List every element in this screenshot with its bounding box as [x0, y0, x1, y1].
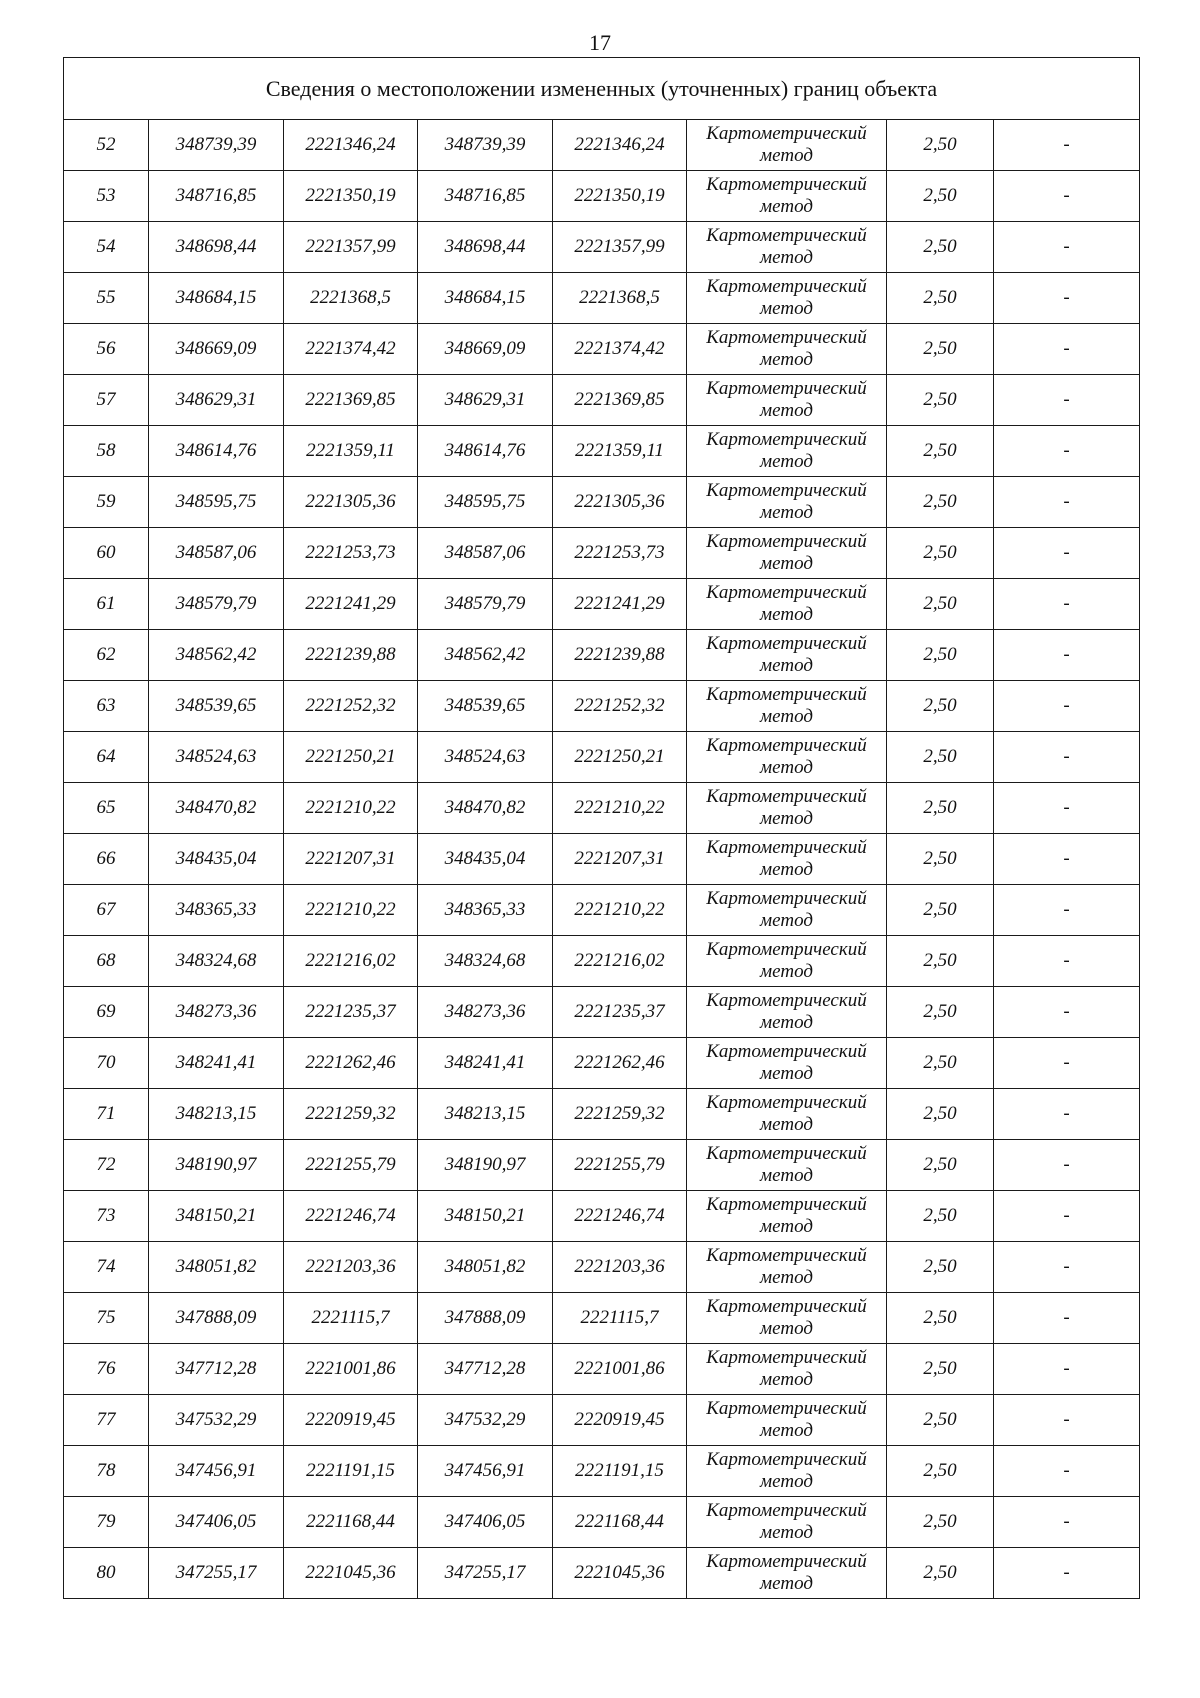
cell-description: -	[994, 834, 1140, 885]
cell-x-new: 348579,79	[418, 579, 553, 630]
cell-y-existing: 2221207,31	[284, 834, 418, 885]
cell-point-number: 70	[64, 1038, 149, 1089]
table-row	[64, 273, 1140, 324]
cell-y-existing: 2221241,29	[284, 579, 418, 630]
cell-y-new: 2221357,99	[553, 222, 687, 273]
cell-accuracy: 2,50	[887, 273, 994, 324]
cell-accuracy: 2,50	[887, 732, 994, 783]
cell-x-new: 348684,15	[418, 273, 553, 324]
cell-y-existing: 2221235,37	[284, 987, 418, 1038]
cell-method: Картометрический метод	[687, 987, 887, 1038]
cell-y-existing: 2221369,85	[284, 375, 418, 426]
cell-accuracy: 2,50	[887, 1344, 994, 1395]
cell-x-new: 348614,76	[418, 426, 553, 477]
cell-point-number: 52	[64, 120, 149, 171]
cell-description: -	[994, 1038, 1140, 1089]
cell-x-new: 348739,39	[418, 120, 553, 171]
cell-y-new: 2221239,88	[553, 630, 687, 681]
cell-y-new: 2221207,31	[553, 834, 687, 885]
cell-x-existing: 347255,17	[149, 1548, 284, 1599]
cell-x-new: 348698,44	[418, 222, 553, 273]
cell-method: Картометрический метод	[687, 1242, 887, 1293]
cell-y-existing: 2221045,36	[284, 1548, 418, 1599]
cell-description: -	[994, 477, 1140, 528]
cell-x-existing: 348324,68	[149, 936, 284, 987]
cell-x-existing: 347456,91	[149, 1446, 284, 1497]
cell-method: Картометрический метод	[687, 885, 887, 936]
cell-point-number: 63	[64, 681, 149, 732]
cell-x-new: 348629,31	[418, 375, 553, 426]
cell-description: -	[994, 1344, 1140, 1395]
cell-y-new: 2221350,19	[553, 171, 687, 222]
cell-y-new: 2221369,85	[553, 375, 687, 426]
cell-x-existing: 347532,29	[149, 1395, 284, 1446]
cell-method: Картометрический метод	[687, 732, 887, 783]
cell-x-existing: 348629,31	[149, 375, 284, 426]
cell-y-new: 2221045,36	[553, 1548, 687, 1599]
cell-y-existing: 2221253,73	[284, 528, 418, 579]
table-title: Сведения о местоположении измененных (уточненных) границ объекта	[64, 58, 1140, 120]
table-row	[64, 1038, 1140, 1089]
table-row	[64, 171, 1140, 222]
cell-method: Картометрический метод	[687, 579, 887, 630]
cell-x-new: 348716,85	[418, 171, 553, 222]
cell-description: -	[994, 1395, 1140, 1446]
cell-point-number: 74	[64, 1242, 149, 1293]
cell-x-existing: 348684,15	[149, 273, 284, 324]
cell-y-existing: 2221357,99	[284, 222, 418, 273]
table-row	[64, 732, 1140, 783]
cell-x-existing: 348587,06	[149, 528, 284, 579]
cell-point-number: 73	[64, 1191, 149, 1242]
cell-x-existing: 348698,44	[149, 222, 284, 273]
cell-description: -	[994, 528, 1140, 579]
cell-x-new: 348051,82	[418, 1242, 553, 1293]
table-row	[64, 885, 1140, 936]
cell-accuracy: 2,50	[887, 1446, 994, 1497]
cell-x-new: 348435,04	[418, 834, 553, 885]
cell-x-new: 348470,82	[418, 783, 553, 834]
cell-point-number: 80	[64, 1548, 149, 1599]
cell-x-existing: 347888,09	[149, 1293, 284, 1344]
cell-x-existing: 348562,42	[149, 630, 284, 681]
cell-y-new: 2221115,7	[553, 1293, 687, 1344]
cell-x-existing: 348716,85	[149, 171, 284, 222]
cell-description: -	[994, 1191, 1140, 1242]
table-row	[64, 1089, 1140, 1140]
cell-x-new: 347532,29	[418, 1395, 553, 1446]
table-row	[64, 783, 1140, 834]
cell-method: Картометрический метод	[687, 1038, 887, 1089]
cell-x-new: 348190,97	[418, 1140, 553, 1191]
table-row	[64, 120, 1140, 171]
cell-accuracy: 2,50	[887, 1038, 994, 1089]
cell-description: -	[994, 1242, 1140, 1293]
cell-point-number: 68	[64, 936, 149, 987]
cell-y-existing: 2221252,32	[284, 681, 418, 732]
cell-y-existing: 2221305,36	[284, 477, 418, 528]
cell-y-existing: 2221191,15	[284, 1446, 418, 1497]
cell-y-existing: 2221359,11	[284, 426, 418, 477]
table-row	[64, 987, 1140, 1038]
cell-method: Картометрический метод	[687, 324, 887, 375]
cell-method: Картометрический метод	[687, 1395, 887, 1446]
cell-description: -	[994, 1446, 1140, 1497]
cell-x-new: 347255,17	[418, 1548, 553, 1599]
cell-y-existing: 2221115,7	[284, 1293, 418, 1344]
table-row	[64, 1446, 1140, 1497]
cell-method: Картометрический метод	[687, 834, 887, 885]
cell-x-new: 348273,36	[418, 987, 553, 1038]
table-row	[64, 375, 1140, 426]
table-row	[64, 834, 1140, 885]
page-number: 17	[589, 30, 611, 55]
cell-accuracy: 2,50	[887, 1089, 994, 1140]
cell-accuracy: 2,50	[887, 885, 994, 936]
cell-description: -	[994, 426, 1140, 477]
cell-x-new: 348324,68	[418, 936, 553, 987]
cell-method: Картометрический метод	[687, 1191, 887, 1242]
cell-x-new: 347712,28	[418, 1344, 553, 1395]
cell-description: -	[994, 579, 1140, 630]
table-row	[64, 222, 1140, 273]
cell-x-new: 348595,75	[418, 477, 553, 528]
table-row	[64, 1497, 1140, 1548]
cell-description: -	[994, 987, 1140, 1038]
cell-y-existing: 2221216,02	[284, 936, 418, 987]
cell-method: Картометрический метод	[687, 273, 887, 324]
cell-method: Картометрический метод	[687, 1293, 887, 1344]
cell-description: -	[994, 1140, 1140, 1191]
cell-y-existing: 2221350,19	[284, 171, 418, 222]
cell-description: -	[994, 273, 1140, 324]
table-row	[64, 936, 1140, 987]
cell-accuracy: 2,50	[887, 1497, 994, 1548]
cell-description: -	[994, 375, 1140, 426]
cell-x-new: 348669,09	[418, 324, 553, 375]
cell-accuracy: 2,50	[887, 222, 994, 273]
cell-y-new: 2221191,15	[553, 1446, 687, 1497]
cell-method: Картометрический метод	[687, 630, 887, 681]
cell-y-new: 2221241,29	[553, 579, 687, 630]
cell-y-existing: 2221259,32	[284, 1089, 418, 1140]
table-row	[64, 324, 1140, 375]
cell-accuracy: 2,50	[887, 375, 994, 426]
cell-description: -	[994, 885, 1140, 936]
cell-x-new: 348365,33	[418, 885, 553, 936]
coordinates-table	[63, 57, 1140, 1599]
cell-accuracy: 2,50	[887, 681, 994, 732]
table-row	[64, 528, 1140, 579]
cell-x-existing: 348241,41	[149, 1038, 284, 1089]
cell-accuracy: 2,50	[887, 426, 994, 477]
cell-y-new: 2221235,37	[553, 987, 687, 1038]
cell-description: -	[994, 936, 1140, 987]
cell-accuracy: 2,50	[887, 1293, 994, 1344]
table-row	[64, 1242, 1140, 1293]
cell-x-new: 347456,91	[418, 1446, 553, 1497]
cell-accuracy: 2,50	[887, 324, 994, 375]
cell-accuracy: 2,50	[887, 630, 994, 681]
cell-accuracy: 2,50	[887, 1395, 994, 1446]
cell-point-number: 60	[64, 528, 149, 579]
cell-y-existing: 2221374,42	[284, 324, 418, 375]
cell-y-new: 2221346,24	[553, 120, 687, 171]
cell-x-existing: 348614,76	[149, 426, 284, 477]
table-row	[64, 1395, 1140, 1446]
cell-accuracy: 2,50	[887, 528, 994, 579]
cell-method: Картометрический метод	[687, 528, 887, 579]
table-row	[64, 579, 1140, 630]
cell-x-existing: 348595,75	[149, 477, 284, 528]
cell-y-existing: 2220919,45	[284, 1395, 418, 1446]
table-body	[64, 58, 1140, 1599]
cell-x-existing: 348669,09	[149, 324, 284, 375]
cell-method: Картометрический метод	[687, 783, 887, 834]
cell-method: Картометрический метод	[687, 375, 887, 426]
cell-y-new: 2221305,36	[553, 477, 687, 528]
cell-description: -	[994, 1497, 1140, 1548]
cell-x-new: 348213,15	[418, 1089, 553, 1140]
table-row	[64, 1140, 1140, 1191]
cell-y-existing: 2221239,88	[284, 630, 418, 681]
cell-x-new: 348562,42	[418, 630, 553, 681]
cell-x-existing: 348435,04	[149, 834, 284, 885]
table-row	[64, 1293, 1140, 1344]
cell-point-number: 72	[64, 1140, 149, 1191]
cell-description: -	[994, 171, 1140, 222]
table-row	[64, 681, 1140, 732]
cell-point-number: 78	[64, 1446, 149, 1497]
table-row	[64, 426, 1140, 477]
cell-method: Картометрический метод	[687, 171, 887, 222]
cell-x-existing: 348150,21	[149, 1191, 284, 1242]
cell-description: -	[994, 732, 1140, 783]
cell-accuracy: 2,50	[887, 1548, 994, 1599]
cell-y-existing: 2221246,74	[284, 1191, 418, 1242]
cell-y-new: 2221255,79	[553, 1140, 687, 1191]
cell-y-existing: 2221203,36	[284, 1242, 418, 1293]
cell-description: -	[994, 1089, 1140, 1140]
cell-x-existing: 348739,39	[149, 120, 284, 171]
cell-x-existing: 347406,05	[149, 1497, 284, 1548]
cell-point-number: 77	[64, 1395, 149, 1446]
cell-y-existing: 2221001,86	[284, 1344, 418, 1395]
cell-point-number: 53	[64, 171, 149, 222]
cell-y-new: 2221374,42	[553, 324, 687, 375]
cell-method: Картометрический метод	[687, 1548, 887, 1599]
cell-point-number: 69	[64, 987, 149, 1038]
cell-y-new: 2221359,11	[553, 426, 687, 477]
cell-x-new: 348150,21	[418, 1191, 553, 1242]
cell-accuracy: 2,50	[887, 834, 994, 885]
cell-method: Картометрический метод	[687, 1140, 887, 1191]
cell-description: -	[994, 1293, 1140, 1344]
cell-x-new: 347888,09	[418, 1293, 553, 1344]
cell-description: -	[994, 1548, 1140, 1599]
cell-x-new: 347406,05	[418, 1497, 553, 1548]
cell-x-new: 348241,41	[418, 1038, 553, 1089]
cell-method: Картометрический метод	[687, 1446, 887, 1497]
cell-y-new: 2221250,21	[553, 732, 687, 783]
cell-y-existing: 2221168,44	[284, 1497, 418, 1548]
cell-method: Картометрический метод	[687, 120, 887, 171]
cell-point-number: 56	[64, 324, 149, 375]
cell-x-existing: 348051,82	[149, 1242, 284, 1293]
cell-point-number: 59	[64, 477, 149, 528]
cell-point-number: 61	[64, 579, 149, 630]
cell-x-new: 348587,06	[418, 528, 553, 579]
cell-accuracy: 2,50	[887, 120, 994, 171]
cell-point-number: 62	[64, 630, 149, 681]
cell-x-existing: 348213,15	[149, 1089, 284, 1140]
cell-point-number: 75	[64, 1293, 149, 1344]
table-row	[64, 1191, 1140, 1242]
cell-y-new: 2221210,22	[553, 885, 687, 936]
cell-y-existing: 2221210,22	[284, 783, 418, 834]
cell-method: Картометрический метод	[687, 681, 887, 732]
cell-y-existing: 2221210,22	[284, 885, 418, 936]
cell-description: -	[994, 681, 1140, 732]
cell-point-number: 67	[64, 885, 149, 936]
cell-method: Картометрический метод	[687, 477, 887, 528]
cell-y-new: 2221001,86	[553, 1344, 687, 1395]
cell-x-existing: 348539,65	[149, 681, 284, 732]
cell-point-number: 54	[64, 222, 149, 273]
cell-accuracy: 2,50	[887, 1242, 994, 1293]
cell-method: Картометрический метод	[687, 936, 887, 987]
cell-y-existing: 2221255,79	[284, 1140, 418, 1191]
cell-x-existing: 348524,63	[149, 732, 284, 783]
cell-point-number: 66	[64, 834, 149, 885]
cell-x-existing: 348190,97	[149, 1140, 284, 1191]
cell-x-existing: 348365,33	[149, 885, 284, 936]
cell-x-existing: 347712,28	[149, 1344, 284, 1395]
cell-y-new: 2221262,46	[553, 1038, 687, 1089]
cell-y-new: 2221368,5	[553, 273, 687, 324]
cell-accuracy: 2,50	[887, 477, 994, 528]
cell-point-number: 71	[64, 1089, 149, 1140]
cell-y-new: 2221168,44	[553, 1497, 687, 1548]
cell-description: -	[994, 222, 1140, 273]
cell-x-new: 348524,63	[418, 732, 553, 783]
cell-accuracy: 2,50	[887, 783, 994, 834]
cell-method: Картометрический метод	[687, 426, 887, 477]
cell-y-existing: 2221262,46	[284, 1038, 418, 1089]
cell-point-number: 79	[64, 1497, 149, 1548]
cell-x-existing: 348470,82	[149, 783, 284, 834]
cell-accuracy: 2,50	[887, 171, 994, 222]
cell-y-new: 2221203,36	[553, 1242, 687, 1293]
cell-y-existing: 2221368,5	[284, 273, 418, 324]
cell-y-existing: 2221250,21	[284, 732, 418, 783]
cell-accuracy: 2,50	[887, 987, 994, 1038]
cell-point-number: 64	[64, 732, 149, 783]
cell-method: Картометрический метод	[687, 1089, 887, 1140]
table-row	[64, 477, 1140, 528]
cell-y-new: 2221246,74	[553, 1191, 687, 1242]
cell-point-number: 57	[64, 375, 149, 426]
cell-description: -	[994, 324, 1140, 375]
cell-accuracy: 2,50	[887, 1191, 994, 1242]
cell-point-number: 76	[64, 1344, 149, 1395]
cell-y-new: 2221210,22	[553, 783, 687, 834]
table-row	[64, 1548, 1140, 1599]
cell-accuracy: 2,50	[887, 579, 994, 630]
cell-point-number: 58	[64, 426, 149, 477]
cell-point-number: 65	[64, 783, 149, 834]
cell-method: Картометрический метод	[687, 222, 887, 273]
table-row	[64, 1344, 1140, 1395]
table-title-row	[64, 58, 1140, 120]
cell-point-number: 55	[64, 273, 149, 324]
cell-y-new: 2221253,73	[553, 528, 687, 579]
cell-method: Картометрический метод	[687, 1344, 887, 1395]
cell-accuracy: 2,50	[887, 1140, 994, 1191]
cell-y-new: 2221216,02	[553, 936, 687, 987]
cell-method: Картометрический метод	[687, 1497, 887, 1548]
cell-x-existing: 348579,79	[149, 579, 284, 630]
cell-x-new: 348539,65	[418, 681, 553, 732]
cell-description: -	[994, 120, 1140, 171]
cell-x-existing: 348273,36	[149, 987, 284, 1038]
cell-y-new: 2220919,45	[553, 1395, 687, 1446]
cell-description: -	[994, 783, 1140, 834]
cell-accuracy: 2,50	[887, 936, 994, 987]
cell-y-new: 2221252,32	[553, 681, 687, 732]
cell-y-new: 2221259,32	[553, 1089, 687, 1140]
cell-description: -	[994, 630, 1140, 681]
cell-y-existing: 2221346,24	[284, 120, 418, 171]
table-row	[64, 630, 1140, 681]
